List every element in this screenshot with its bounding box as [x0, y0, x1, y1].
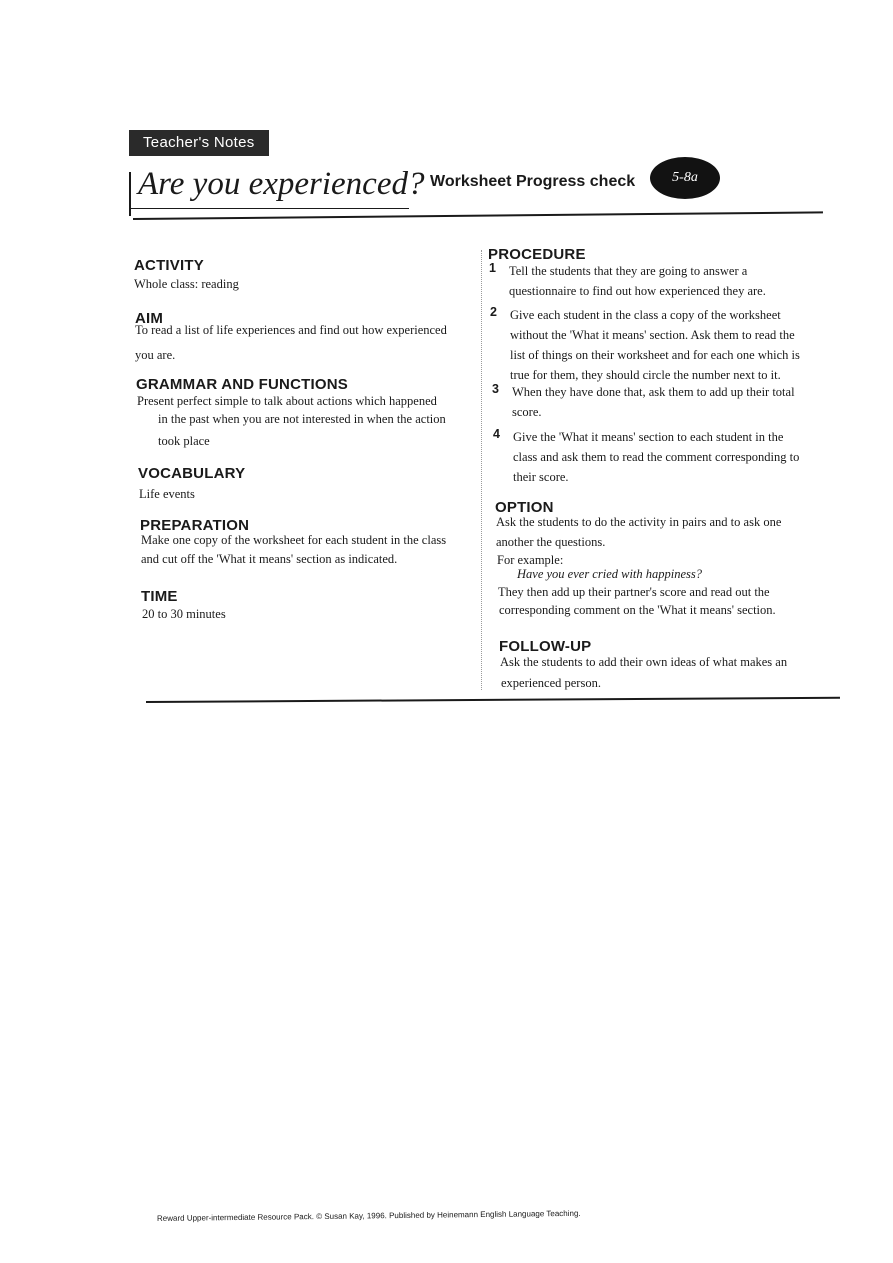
option-text-line-4: They then add up their partner's score and read out the: [498, 585, 770, 599]
option-example: Have you ever cried with happiness?: [517, 567, 703, 581]
bottom-rule: [146, 697, 840, 703]
procedure-step: [489, 261, 766, 301]
step-number: 2: [490, 305, 497, 319]
worksheet-subtitle: Worksheet Progress check: [430, 173, 636, 190]
step-number: 4: [493, 427, 500, 441]
option-text-line-5: corresponding comment on the 'What it means' section.: [499, 603, 776, 617]
step-text-line: without the 'What it means' section. Ask them to read the: [510, 328, 795, 342]
step-text-line: Tell the students that they are going to answer a: [509, 264, 748, 278]
follow-up-heading: FOLLOW-UP: [499, 638, 592, 655]
follow-up-text-line-2: experienced person.: [501, 676, 601, 690]
activity-heading: ACTIVITY: [134, 257, 204, 274]
preparation-text-line-1: Make one copy of the worksheet for each student in the class: [141, 533, 447, 547]
procedure-step: [493, 427, 799, 487]
procedure-step: [490, 305, 800, 385]
step-number: 1: [489, 261, 496, 275]
option-text-line-3: For example:: [497, 553, 564, 567]
column-divider: [481, 250, 482, 690]
preparation-heading: PREPARATION: [140, 517, 250, 534]
time-heading: TIME: [141, 588, 178, 605]
step-text-line: questionnaire to find out how experienced they are.: [509, 284, 766, 298]
option-text-line-1: Ask the students to do the activity in pairs and to ask one: [496, 515, 782, 529]
step-text-line: their score.: [513, 470, 569, 484]
procedure-heading: PROCEDURE: [488, 246, 586, 263]
grammar-text-line-1: Present perfect simple to talk about actions which happened: [137, 394, 437, 408]
top-rule: [133, 211, 823, 220]
follow-up-text-line-1: Ask the students to add their own ideas of what makes an: [500, 655, 788, 669]
aim-text-line-1: To read a list of life experiences and find out how experienced: [135, 323, 447, 337]
preparation-text-line-2: and cut off the 'What it means' section as indicated.: [141, 552, 398, 566]
page-title: Are you experienced?: [138, 166, 425, 202]
option-text-line-2: another the questions.: [496, 535, 606, 549]
procedure-step: [492, 382, 795, 422]
title-underline: [131, 208, 409, 209]
step-text-line: list of things on their worksheet and for each one which is: [510, 348, 800, 362]
aim-heading: AIM: [135, 310, 164, 327]
step-text-line: true for them, they should circle the number next to it.: [510, 368, 781, 382]
step-text-line: Give each student in the class a copy of the worksheet: [510, 308, 781, 322]
grammar-text-line-3: took place: [158, 434, 210, 448]
copyright-footer: Reward Upper-intermediate Resource Pack. © Susan Kay, 1996. Published by Heinemann English Language Teaching.: [156, 1208, 581, 1223]
grammar-heading: GRAMMAR AND FUNCTIONS: [136, 376, 348, 393]
title-bar-mark: [129, 172, 131, 216]
step-text-line: score.: [512, 405, 542, 419]
step-text-line: Give the 'What it means' section to each student in the: [513, 430, 784, 444]
time-text: 20 to 30 minutes: [142, 607, 226, 621]
vocabulary-text: Life events: [139, 487, 195, 501]
teachers-notes-tag: Teacher's Notes: [129, 130, 269, 156]
step-number: 3: [492, 382, 499, 396]
activity-text: Whole class: reading: [134, 277, 239, 291]
aim-text-line-2: you are.: [135, 348, 176, 362]
grammar-text-line-2: in the past when you are not interested in when the action: [158, 412, 446, 426]
step-text-line: When they have done that, ask them to add up their total: [512, 385, 795, 399]
vocabulary-heading: VOCABULARY: [138, 465, 246, 482]
step-text-line: class and ask them to read the comment corresponding to: [513, 450, 800, 464]
option-heading: OPTION: [495, 499, 554, 516]
worksheet-number-badge: 5-8a: [650, 157, 720, 199]
